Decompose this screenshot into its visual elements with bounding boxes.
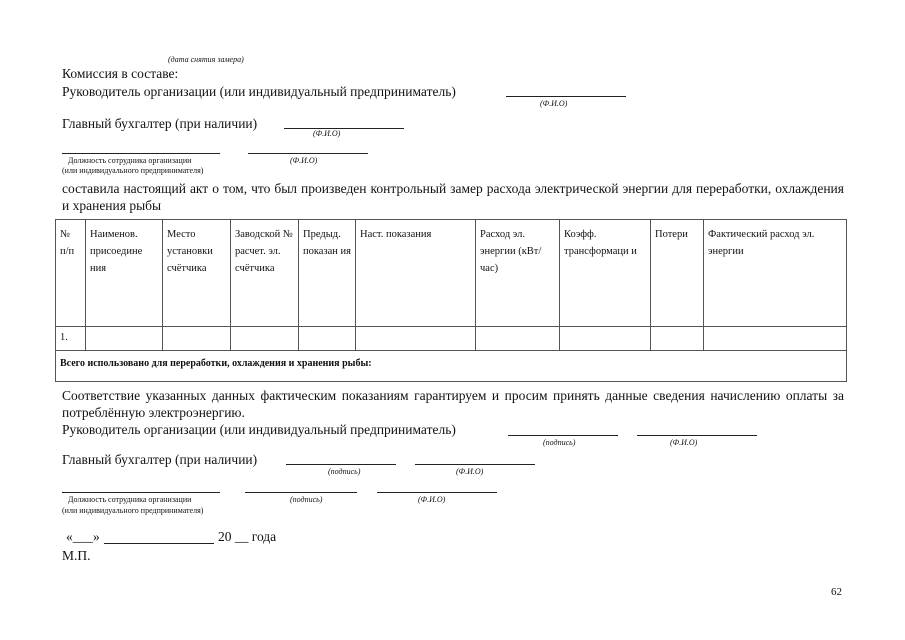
head-label: Руководитель организации (или индивидуальный предприниматель) (62, 84, 456, 99)
employee-fio-caption: (Ф.И.О) (290, 156, 318, 165)
table-cell (231, 327, 299, 351)
head-fio-line-bottom (637, 435, 757, 436)
head-fio-line (506, 96, 626, 97)
table-cell (356, 327, 476, 351)
confirmation-text: Соответствие указанных данных фактическим показаниям гарантируем и просим принять данные сведения начислению оплаты за потреблённую электроэнергию. (62, 388, 844, 420)
col-ratio-header: Коэфф. трансформаци и (560, 220, 651, 327)
col-meter-number-header: Заводской № расчет. эл. счётчика (231, 220, 299, 327)
row-number-cell: 1. (56, 327, 86, 351)
stamp-label: М.П. (62, 548, 91, 563)
table-cell (163, 327, 231, 351)
date-day: «___» (66, 529, 100, 544)
table-cell (476, 327, 560, 351)
date-year: 20 __ года (218, 529, 277, 544)
head-sign-caption: (подпись) (543, 438, 576, 447)
employee-position-line (62, 153, 220, 154)
bottom-employee-fio-caption: (Ф.И.О) (418, 495, 446, 504)
bottom-employee-caption: Должность сотрудника организации (68, 495, 192, 504)
date-month-line (104, 543, 214, 544)
accountant-label: Главный бухгалтер (при наличии) (62, 116, 258, 131)
page-number: 62 (831, 586, 842, 598)
table-cell (651, 327, 704, 351)
accountant-fio-line (284, 128, 404, 129)
accountant-fio-caption-bottom: (Ф.И.О) (456, 467, 484, 476)
bottom-employee-fio-line (377, 492, 497, 493)
table-total-row (56, 351, 847, 382)
head-fio-caption: (Ф.И.О) (540, 99, 568, 108)
col-previous-header: Предыд. показан ия (299, 220, 356, 327)
table-row (56, 327, 847, 351)
head-fio-caption-bottom: (Ф.И.О) (670, 438, 698, 447)
bottom-employee-position-line (62, 492, 220, 493)
bottom-employee-sign-line (245, 492, 357, 493)
col-number-header: № п/п (56, 220, 86, 327)
col-consumption-header: Расход эл. энергии (кВт/час) (476, 220, 560, 327)
accountant-fio-line-bottom (415, 464, 535, 465)
bottom-accountant-label: Главный бухгалтер (при наличии) (62, 452, 258, 467)
table-cell (704, 327, 847, 351)
col-location-header: Место установки счётчика (163, 220, 231, 327)
measurement-table (55, 219, 847, 382)
date-caption: (дата снятия замера) (168, 55, 244, 64)
accountant-fio-caption: (Ф.И.О) (313, 129, 341, 138)
accountant-sign-line (286, 464, 396, 465)
table-cell (86, 327, 163, 351)
table-cell (299, 327, 356, 351)
employee-fio-line (248, 153, 368, 154)
table-header-row (56, 220, 847, 327)
col-current-header: Наст. показания (356, 220, 476, 327)
col-actual-header: Фактический расход эл. энергии (704, 220, 847, 327)
commission-label: Комиссия в составе: (62, 66, 179, 81)
total-label: Всего использовано для переработки, охлаждения и хранения рыбы: (56, 351, 847, 382)
bottom-employee-caption-2: (или индивидуального предпринимателя) (62, 506, 204, 515)
table-cell (560, 327, 651, 351)
head-sign-line (508, 435, 618, 436)
employee-caption: Должность сотрудника организации (68, 156, 192, 165)
col-losses-header: Потери (651, 220, 704, 327)
bottom-employee-sign-caption: (подпись) (290, 495, 323, 504)
col-connection-header: Наименов. присоедине ния (86, 220, 163, 327)
employee-caption-2: (или индивидуального предпринимателя) (62, 166, 204, 175)
accountant-sign-caption: (подпись) (328, 467, 361, 476)
act-statement: составила настоящий акт о том, что был произведен контрольный замер расхода электрической энергии для переработки, охлаждения и хранения рыбы (62, 181, 844, 213)
bottom-head-label: Руководитель организации (или индивидуальный предприниматель) (62, 422, 456, 437)
